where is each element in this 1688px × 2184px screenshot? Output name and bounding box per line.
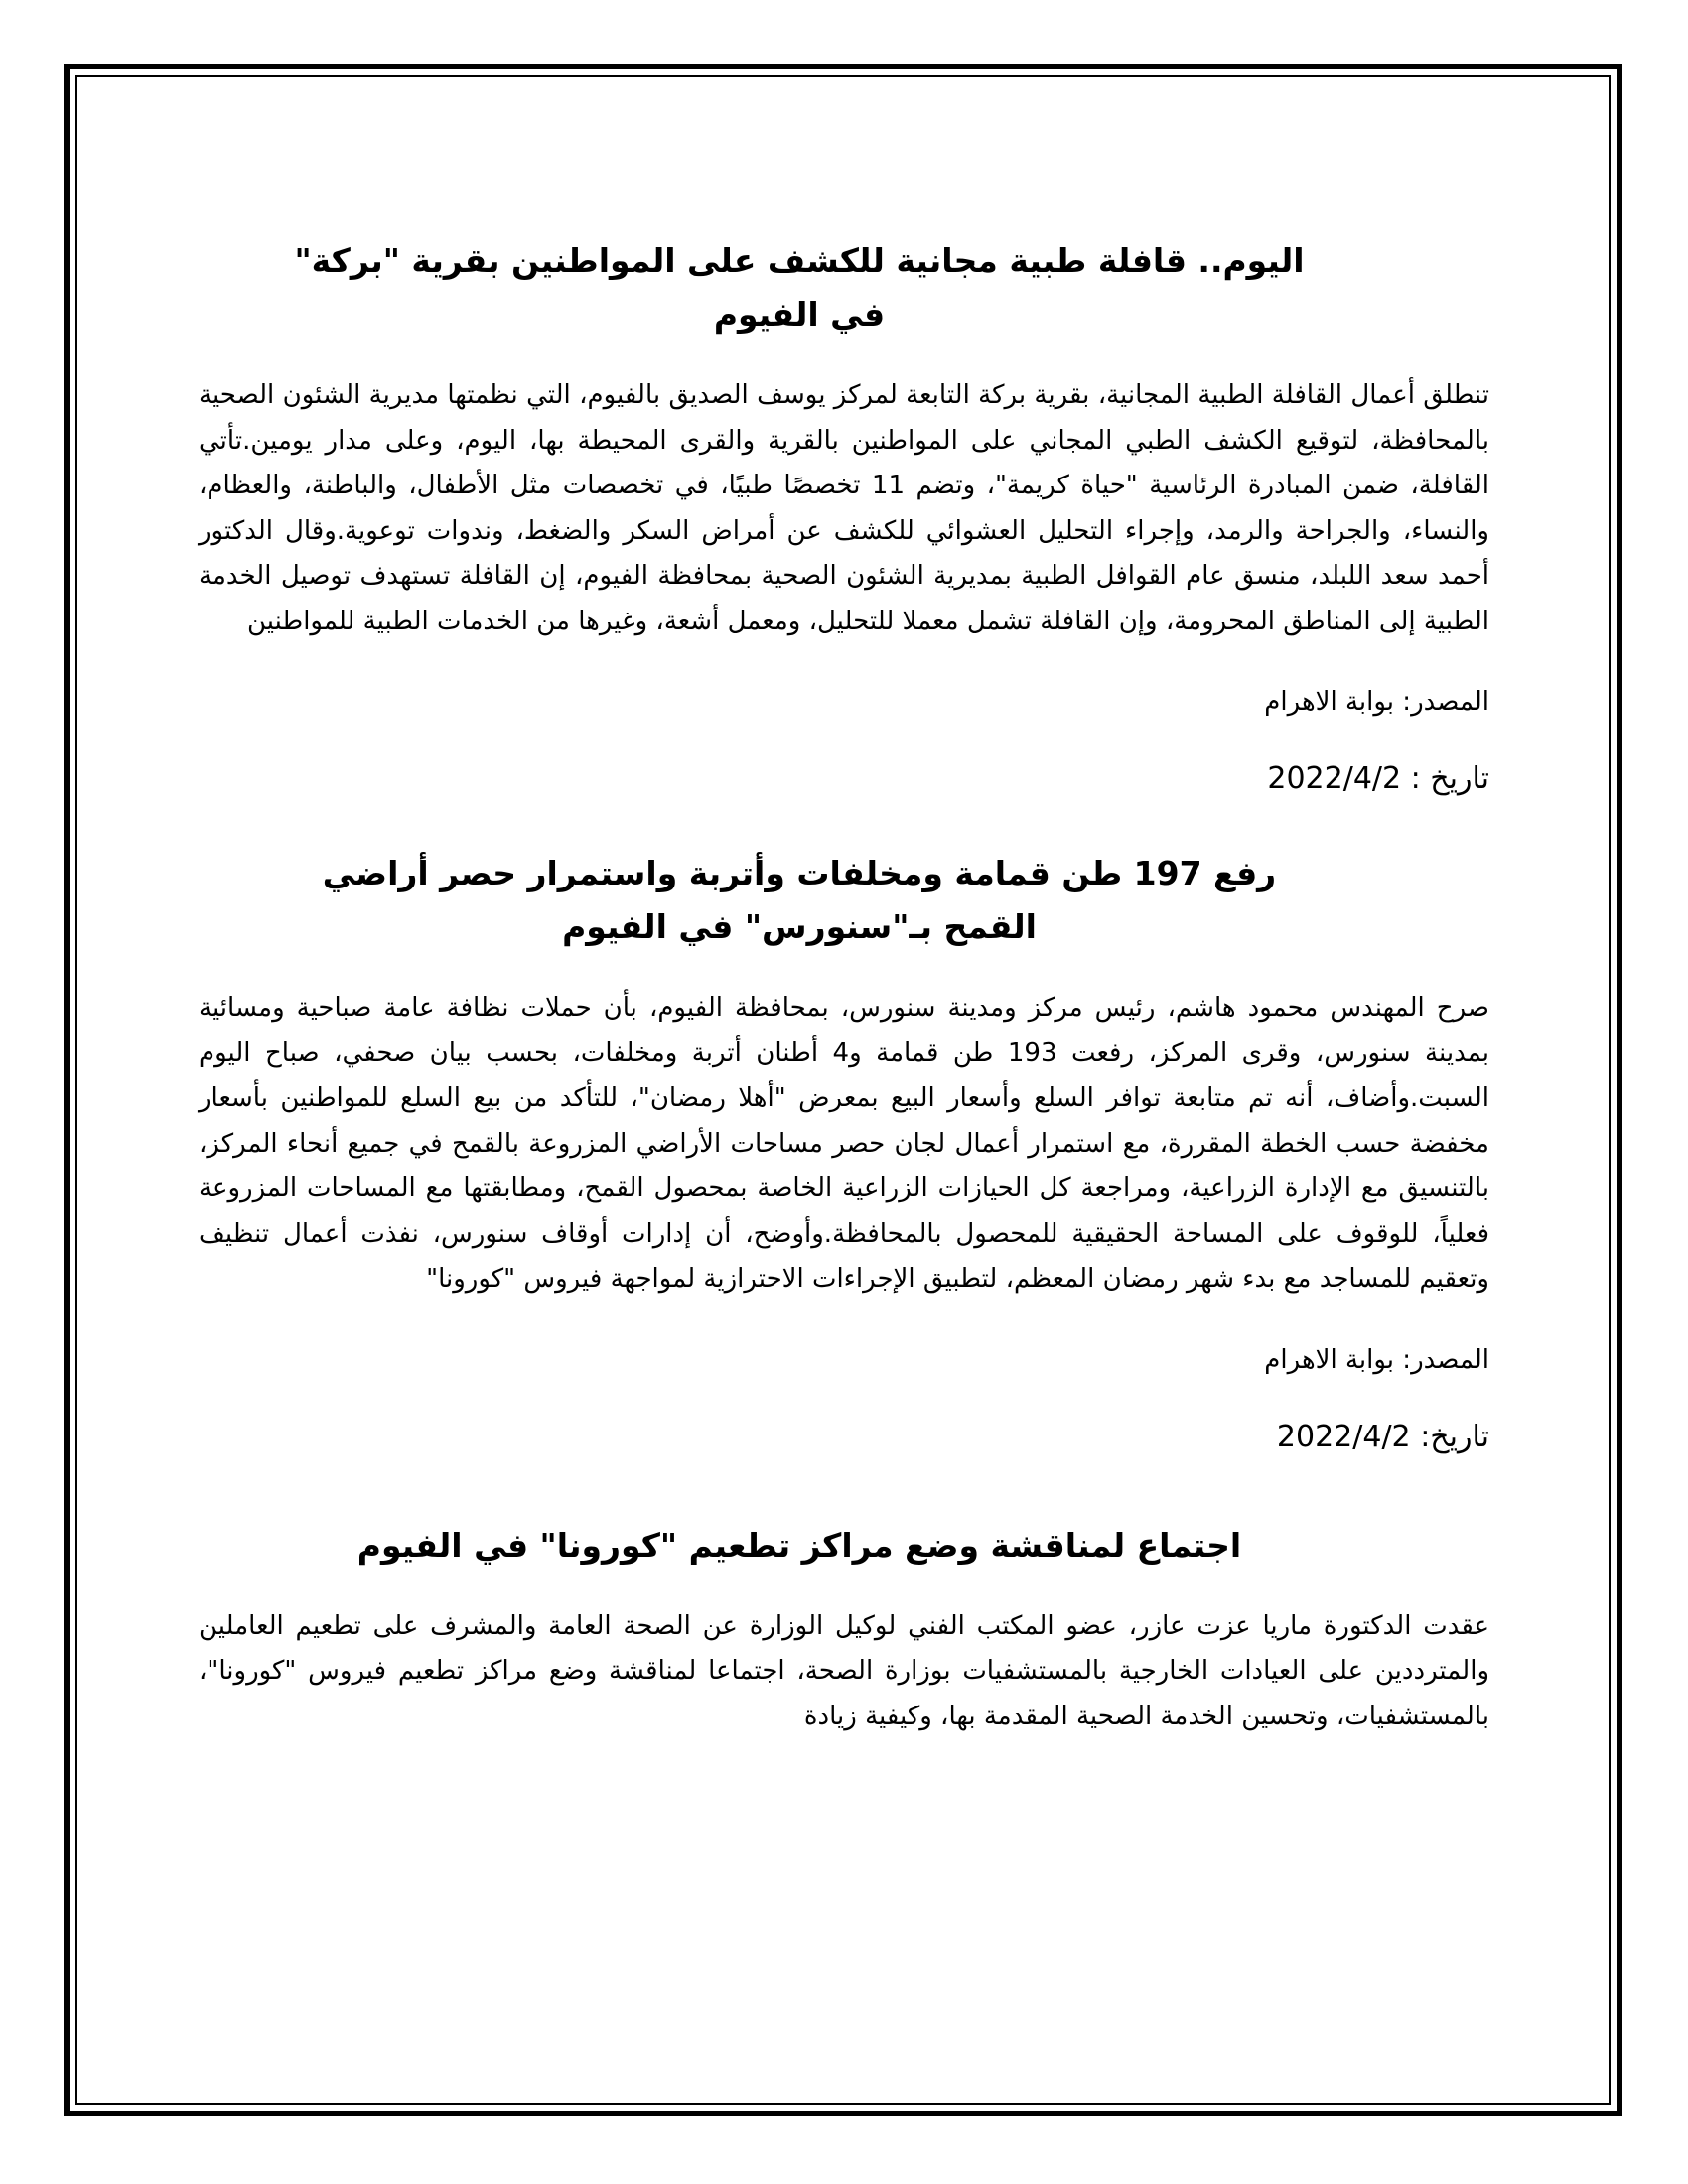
article-source: المصدر: بوابة الاهرام [1264, 687, 1489, 717]
article-title: اجتماع لمناقشة وضع مراكز تطعيم "كورونا" في الفيوم [356, 1525, 1242, 1565]
article-date: تاريخ : 2022/4/2 [1267, 761, 1489, 796]
article-title: اليوم.. قافلة طبية مجانية للكشف على المواطنين بقرية "بركة" في الفيوم [294, 241, 1305, 334]
document-content [199, 234, 1489, 1739]
article-title: رفع 197 طن قمامة ومخلفات وأتربة واستمرار حصر أراضي القمح بـ"سنورس" في الفيوم [322, 854, 1277, 946]
article-date: تاريخ: 2022/4/2 [1276, 1419, 1489, 1454]
article-source: المصدر: بوابة الاهرام [1264, 1344, 1489, 1375]
article-body: تنطلق أعمال القافلة الطبية المجانية، بقرية بركة التابعة لمركز يوسف الصديق بالفيوم، التي نظمتها مديرية الشئون الصحية بالمحافظة، لتوقيع الكشف الطبي المجاني على المواطنين بالقرية والقرى المحيطة بها، اليوم، وعلى مدار يومين.تأتي القافلة، ضمن المبادرة الرئاسية "حياة كريمة"، وتضم 11 تخصصًا طبيًا، في تخصصات مثل الأطفال، والباطنة، والعظام، والنساء، والجراحة والرمد، وإجراء التحليل العشوائي للكشف عن أمراض السكر والضغط، وندوات توعوية.وقال الدكتور أحمد سعد اللبلد، منسق عام القوافل الطبية بمديرية الشئون الصحية بمحافظة الفيوم، إن القافلة تستهدف توصيل الخدمة الطبية إلى المناطق المحرومة، وإن القافلة تشمل معملا للتحليل، ومعمل أشعة، وغيرها من الخدمات الطبية للمواطنين [199, 380, 1489, 636]
article-body: عقدت الدكتورة ماريا عزت عازر، عضو المكتب الفني لوكيل الوزارة عن الصحة العامة والمشرف على تطعيم العاملين والمترددين على العيادات الخارجية بالمستشفيات بوزارة الصحة، اجتماعا لمناقشة وضع مراكز تطعيم فيروس "كورونا"، بالمستشفيات، وتحسين الخدمة الصحية المقدمة بها، وكيفية زيادة [199, 1610, 1489, 1731]
article-3 [199, 1519, 1489, 1740]
article-1 [199, 234, 1489, 799]
article-body: صرح المهندس محمود هاشم، رئيس مركز ومدينة سنورس، بمحافظة الفيوم، بأن حملات نظافة عامة صباحية ومسائية بمدينة سنورس، وقرى المركز، رفعت 193 طن قمامة و4 أطنان أتربة ومخلفات، بحسب بيان صحفي، صباح اليوم السبت.وأضاف، أنه تم متابعة توافر السلع وأسعار البيع بمعرض "أهلا رمضان"، للتأكد من بيع السلع للمواطنين بأسعار مخفضة حسب الخطة المقررة، مع استمرار أعمال لجان حصر مساحات الأراضي المزروعة بالقمح في جميع أنحاء المركز، بالتنسيق مع الإدارة الزراعية، ومراجعة كل الحيازات الزراعية الخاصة بمحصول القمح، ومطابقتها مع المساحات المزروعة فعلياً، للوقوف على المساحة الحقيقية للمحصول بالمحافظة.وأوضح، أن إدارات أوقاف سنورس، نفذت أعمال تنظيف وتعقيم للمساجد مع بدء شهر رمضان المعظم، لتطبيق الإجراءات الاحترازية لمواجهة فيروس "كورونا" [199, 993, 1489, 1294]
article-2 [199, 847, 1489, 1457]
